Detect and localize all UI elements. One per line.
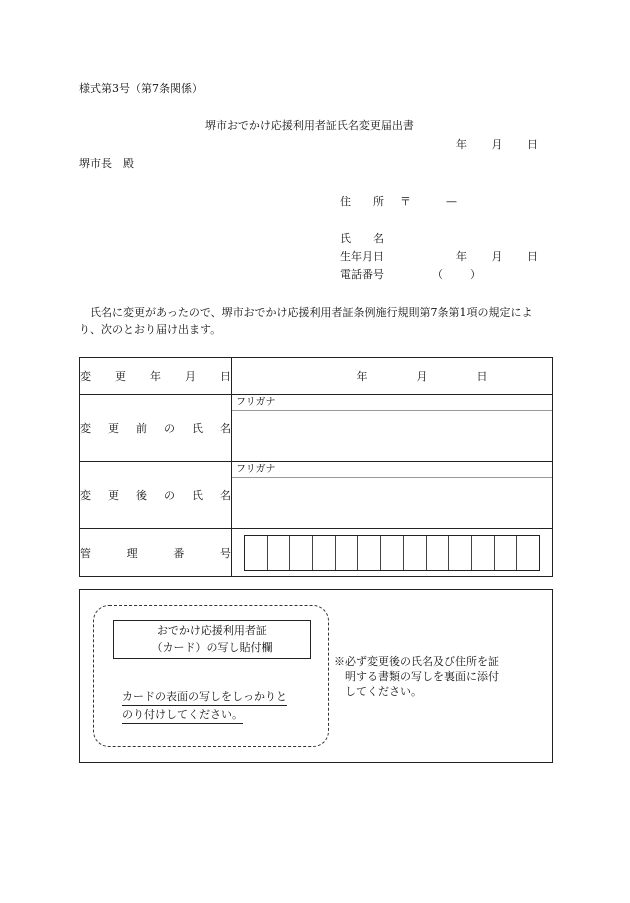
label-char: 月 xyxy=(185,370,196,383)
before-name-field[interactable] xyxy=(232,395,553,462)
digit-box[interactable] xyxy=(427,536,450,570)
birth-year-label: 年 xyxy=(456,250,467,263)
label-char: 日 xyxy=(220,370,231,383)
digit-box[interactable] xyxy=(404,536,427,570)
label-char: 前 xyxy=(136,422,147,435)
label-char: 氏 xyxy=(192,489,203,502)
label-char: の xyxy=(164,422,175,435)
mgmt-number-boxes xyxy=(244,535,540,571)
postal-dash: — xyxy=(446,195,457,208)
label-char: 理 xyxy=(126,546,138,560)
before-name-input[interactable] xyxy=(232,411,552,461)
after-furigana-label: フリガナ xyxy=(232,462,552,478)
card-instruction xyxy=(122,688,287,724)
label-char: の xyxy=(164,489,175,502)
digit-box[interactable] xyxy=(313,536,336,570)
label-char: 名 xyxy=(220,422,231,435)
label-char: 後 xyxy=(136,489,147,502)
change-date-label xyxy=(80,358,232,395)
page-title: 堺市おでかけ応援利用者証氏名変更届出書 xyxy=(205,119,414,132)
label-char: 号 xyxy=(219,546,231,560)
after-name-input[interactable] xyxy=(232,478,552,528)
date-month-label: 月 xyxy=(491,138,503,151)
statement-text: 氏名に変更があったので、堺市おでかけ応援利用者証条例施行規則第7条第1項の規定により、次のとおり届け出ます。 xyxy=(79,306,533,336)
phone-paren-close: ） xyxy=(470,268,481,281)
label-char: 変 xyxy=(80,370,91,383)
label-char: 管 xyxy=(80,546,91,560)
digit-box[interactable] xyxy=(517,536,539,570)
digit-box[interactable] xyxy=(336,536,359,570)
table-row-before-name xyxy=(80,395,553,462)
address-label: 住 所 xyxy=(340,195,384,208)
label-char: 更 xyxy=(115,370,126,383)
digit-box[interactable] xyxy=(472,536,495,570)
label-char: 変 xyxy=(80,489,91,502)
card-box-line1: おでかけ応援利用者証 xyxy=(157,624,267,637)
phone-label: 電話番号 xyxy=(340,268,384,281)
label-char: 年 xyxy=(150,370,161,383)
note-line2: 明する書類の写しを裏面に添付 xyxy=(345,670,499,683)
birth-day-label: 日 xyxy=(527,250,538,263)
table-row-after-name xyxy=(80,462,553,529)
birth-month-label: 月 xyxy=(491,250,503,263)
change-month-label: 月 xyxy=(416,370,428,383)
digit-box[interactable] xyxy=(268,536,291,570)
label-char: 変 xyxy=(80,422,91,435)
digit-box[interactable] xyxy=(358,536,381,570)
label-char: 名 xyxy=(220,489,231,502)
mgmt-number-label xyxy=(80,529,232,577)
card-box-line2: （カード）の写し貼付欄 xyxy=(151,641,273,654)
card-attachment-section xyxy=(79,589,553,763)
change-form-table xyxy=(79,357,553,577)
digit-box[interactable] xyxy=(245,536,268,570)
name-label: 氏 名 xyxy=(340,232,384,245)
attachment-note xyxy=(334,654,499,699)
digit-box[interactable] xyxy=(495,536,518,570)
table-row-change-date xyxy=(80,358,553,395)
digit-box[interactable] xyxy=(449,536,472,570)
after-name-field[interactable] xyxy=(232,462,553,529)
phone-paren-open: （ xyxy=(432,268,443,281)
before-furigana-label: フリガナ xyxy=(232,395,552,411)
form-number: 様式第3号（第7条関係） xyxy=(79,82,203,95)
label-char: 番 xyxy=(173,546,185,560)
card-paste-area xyxy=(93,605,329,747)
change-day-label: 日 xyxy=(476,370,488,383)
birthdate-label: 生年月日 xyxy=(340,250,384,263)
change-date-field[interactable] xyxy=(232,358,553,395)
before-name-label xyxy=(80,395,232,462)
label-char: 更 xyxy=(108,489,119,502)
submission-date xyxy=(456,138,538,152)
mgmt-number-field xyxy=(232,529,553,577)
label-char: 氏 xyxy=(192,422,203,435)
card-paste-label-box xyxy=(113,620,311,659)
date-year-label: 年 xyxy=(456,138,467,151)
date-day-label: 日 xyxy=(527,138,538,151)
birthdate-fields xyxy=(456,250,538,264)
digit-box[interactable] xyxy=(290,536,313,570)
change-year-label: 年 xyxy=(356,370,368,383)
card-instruction-line2: のり付けしてください。 xyxy=(122,706,243,724)
digit-box[interactable] xyxy=(381,536,404,570)
after-name-label xyxy=(80,462,232,529)
addressee: 堺市長 殿 xyxy=(79,157,134,170)
card-instruction-line1: カードの表面の写しをしっかりと xyxy=(122,688,287,706)
postal-mark: 〒 xyxy=(400,195,411,208)
label-char: 更 xyxy=(108,422,119,435)
note-line1: ※必ず変更後の氏名及び住所を証 xyxy=(334,655,499,668)
table-row-mgmt-number xyxy=(80,529,553,577)
note-line3: してください。 xyxy=(345,685,422,698)
